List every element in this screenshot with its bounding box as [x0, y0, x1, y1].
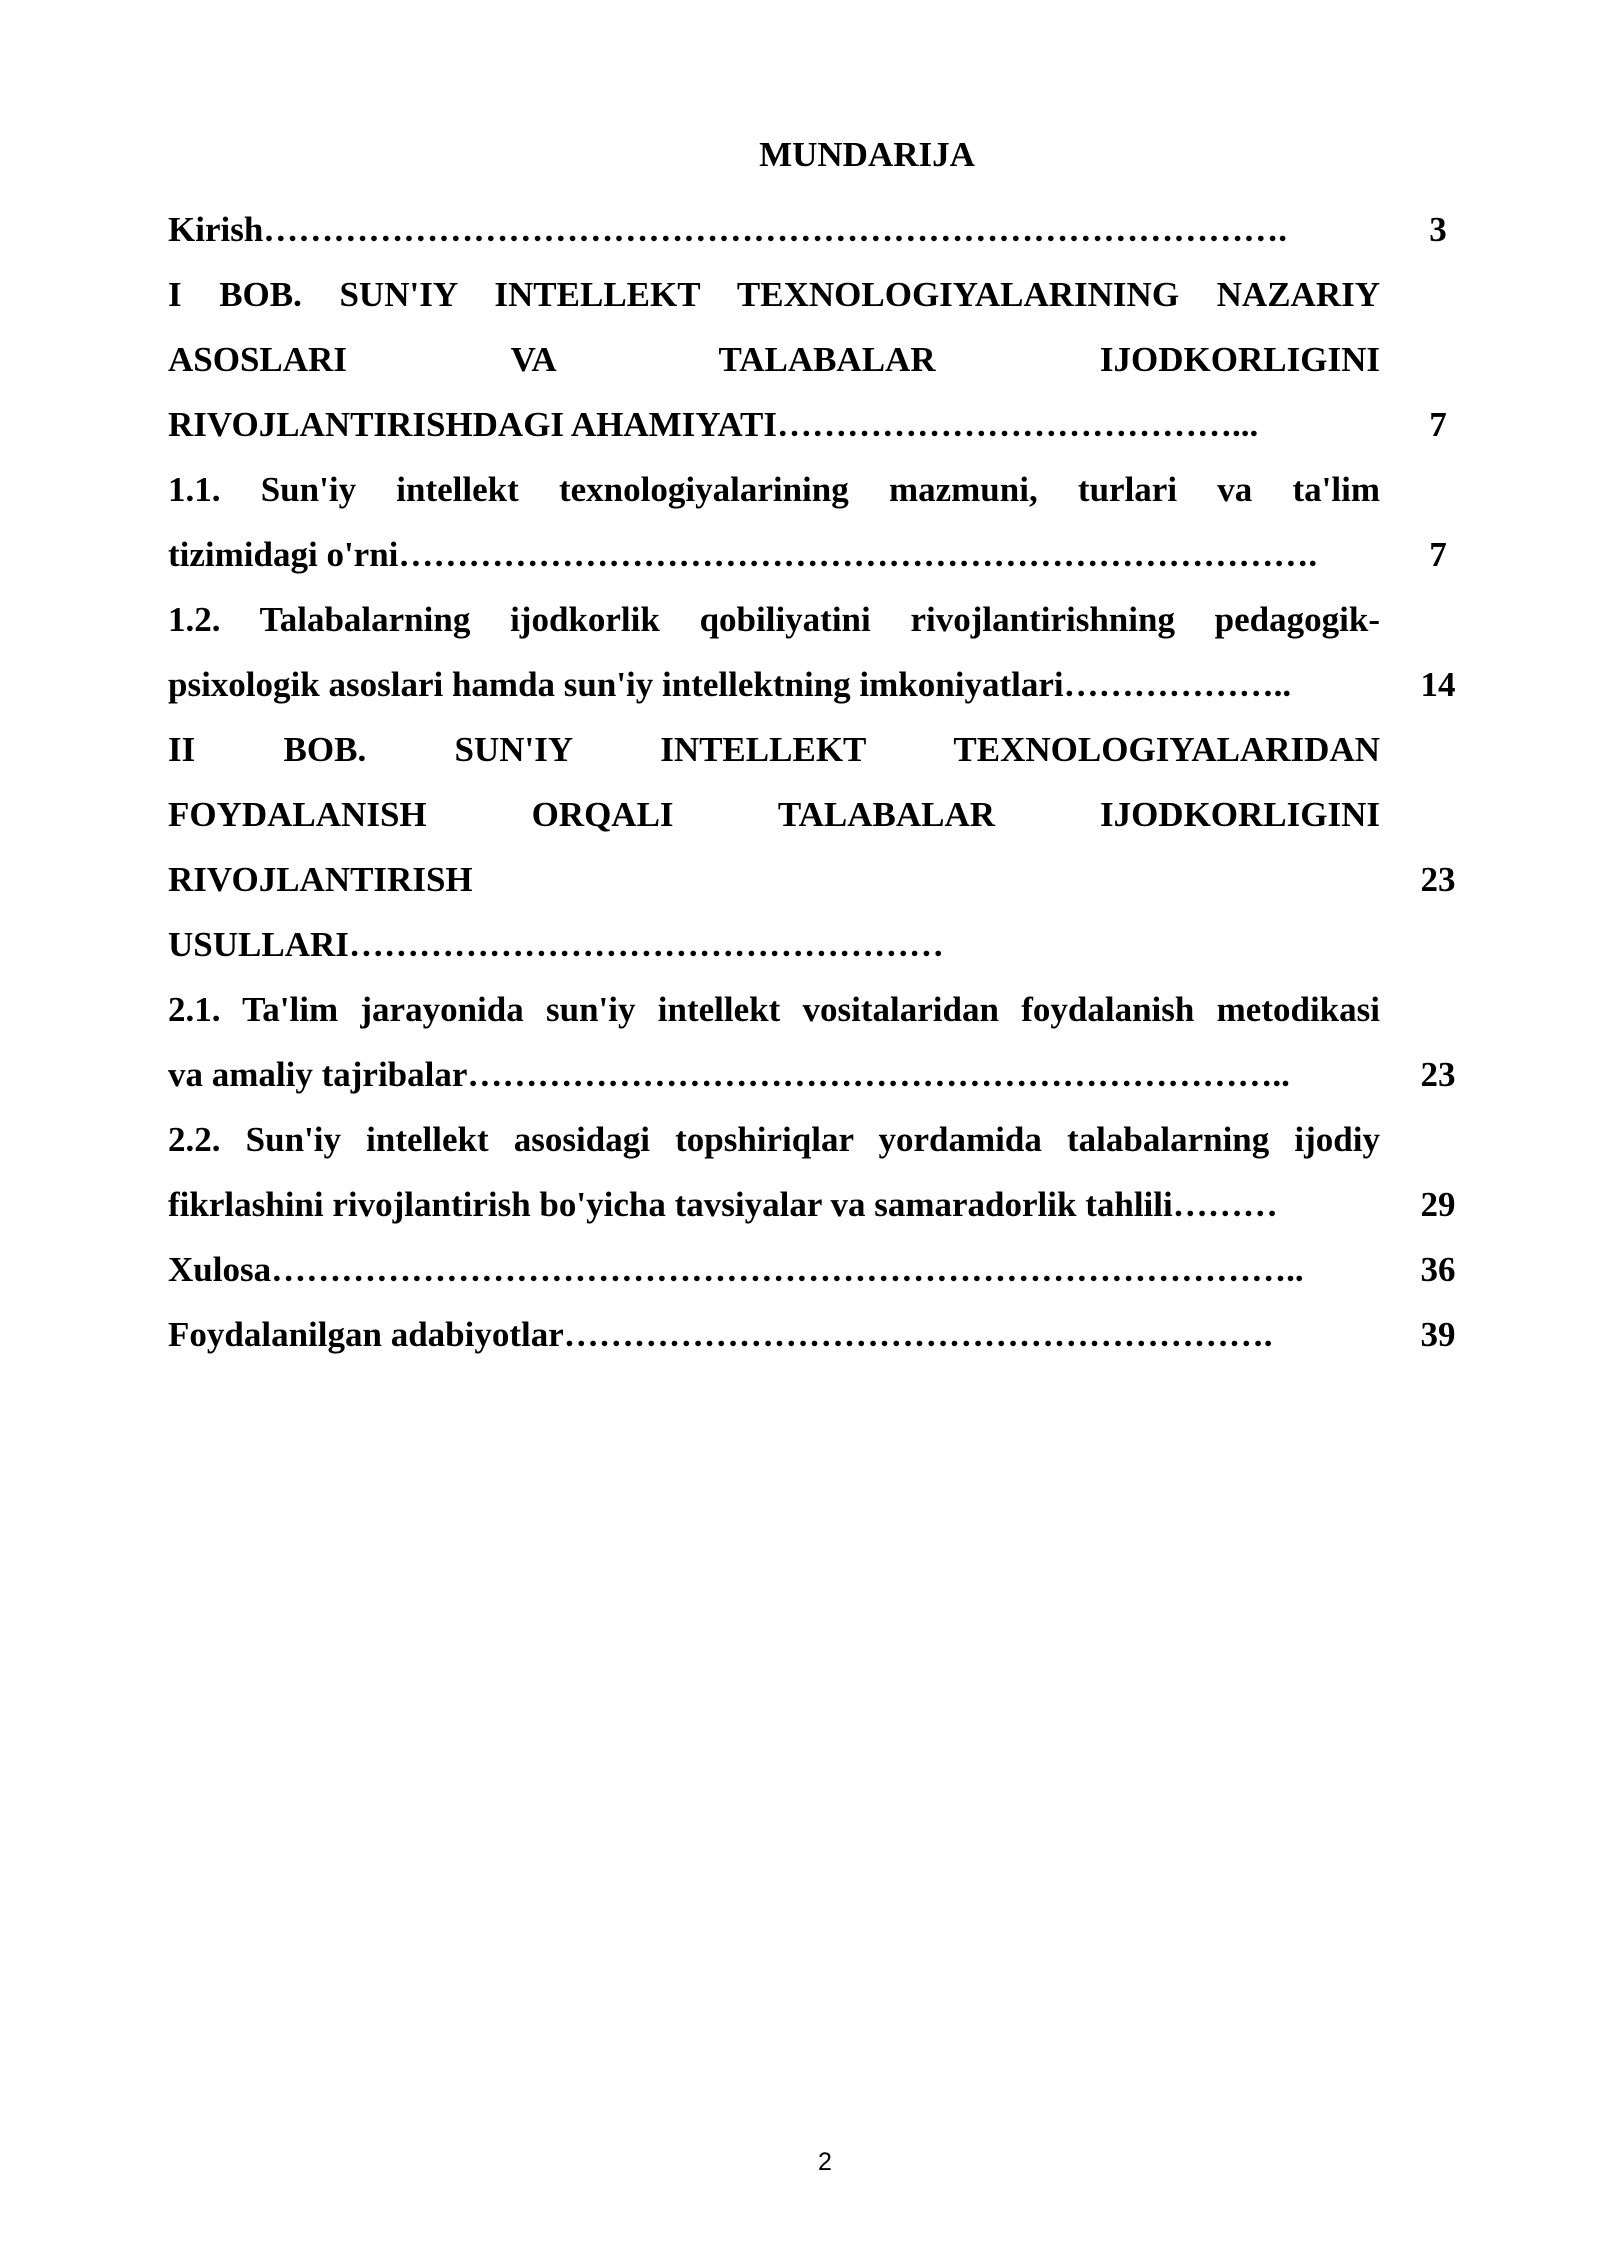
toc-entry-line: I BOB. SUN'IY INTELLEKT TEXNOLOGIYALARINING NAZARIY: [168, 275, 1380, 314]
toc-entry-references[interactable]: [168, 1302, 1456, 1367]
toc-entry-chapter-1[interactable]: [168, 262, 1448, 457]
toc-entry-line: va amaliy tajribalar……………………………………………………………..: [168, 1055, 1290, 1094]
toc-entry-xulosa[interactable]: [168, 1237, 1456, 1302]
toc-title: MUNDARIJA: [759, 135, 975, 174]
toc-entry-line: II BOB. SUN'IY INTELLEKT TEXNOLOGIYALARIDAN: [168, 730, 1380, 769]
toc-entry-line: Xulosa……………………………………………………………………………..: [168, 1250, 1304, 1289]
toc-entry-page: 29: [1420, 1185, 1456, 1224]
toc-entry-page: 3: [1429, 210, 1447, 249]
toc-entry-text: [168, 1237, 1380, 1302]
toc-entry-line: psixologik asoslari hamda sun'iy intellektning imkoniyatlari………………..: [168, 665, 1292, 704]
toc-entry-text: [168, 457, 1380, 587]
toc-entry-page: 36: [1420, 1250, 1456, 1289]
toc-entry-section-1-1[interactable]: [168, 457, 1448, 587]
page-number: 2: [818, 2148, 832, 2176]
toc-entry-section-2-1[interactable]: [168, 977, 1456, 1107]
toc-entry-kirish[interactable]: [168, 197, 1448, 262]
toc-entry-line: Kirish…………………………………………………………………………….: [168, 210, 1288, 249]
toc-entry-text: [168, 1107, 1380, 1237]
toc-entry-chapter-2[interactable]: [168, 717, 1456, 977]
toc-entry-page: 14: [1420, 665, 1456, 704]
toc-entry-line: ASOSLARI VA TALABALAR IJODKORLIGINI: [168, 340, 1380, 379]
toc-entry-section-2-2[interactable]: [168, 1107, 1456, 1237]
toc-entry-line: fikrlashini rivojlantirish bo'yicha tavsiyalar va samaradorlik tahlili………: [168, 1185, 1278, 1224]
toc-entry-line: 1.1. Sun'iy intellekt texnologiyalarining mazmuni, turlari va ta'lim: [168, 470, 1380, 509]
toc-entry-line: RIVOJLANTIRISH: [168, 860, 473, 899]
toc-entry-text: [168, 197, 1380, 262]
toc-entry-section-1-2[interactable]: [168, 587, 1456, 717]
toc-entry-line: Foydalanilgan adabiyotlar…………………………………………………….: [168, 1315, 1273, 1354]
table-of-contents: [168, 197, 1456, 1367]
toc-entry-page: 7: [1429, 535, 1447, 574]
toc-entry-line: USULLARI……………………………………………: [168, 925, 944, 964]
toc-entry-text: [168, 262, 1380, 457]
toc-entry-line: 1.2. Talabalarning ijodkorlik qobiliyatini rivojlantirishning pedagogik-: [168, 600, 1380, 639]
toc-entry-text: [168, 587, 1380, 717]
toc-entry-text: [168, 977, 1380, 1107]
toc-entry-page: 23: [1420, 1055, 1456, 1094]
toc-entry-line: 2.2. Sun'iy intellekt asosidagi topshiriqlar yordamida talabalarning ijodiy: [168, 1120, 1380, 1159]
toc-entry-text: [168, 1302, 1380, 1367]
toc-entry-line: 2.1. Ta'lim jarayonida sun'iy intellekt vositalaridan foydalanish metodikasi: [168, 990, 1380, 1029]
toc-entry-page: 7: [1429, 405, 1447, 444]
toc-entry-page: 39: [1420, 1315, 1456, 1354]
toc-entry-line: FOYDALANISH ORQALI TALABALAR IJODKORLIGINI: [168, 795, 1380, 834]
toc-entry-page: 23: [1420, 860, 1456, 899]
toc-entry-line: RIVOJLANTIRISHDAGI AHAMIYATI…………………………………...: [168, 405, 1259, 444]
toc-entry-line: tizimidagi o'rni…………………………………………………………………….: [168, 535, 1318, 574]
toc-entry-text: [168, 717, 1380, 977]
